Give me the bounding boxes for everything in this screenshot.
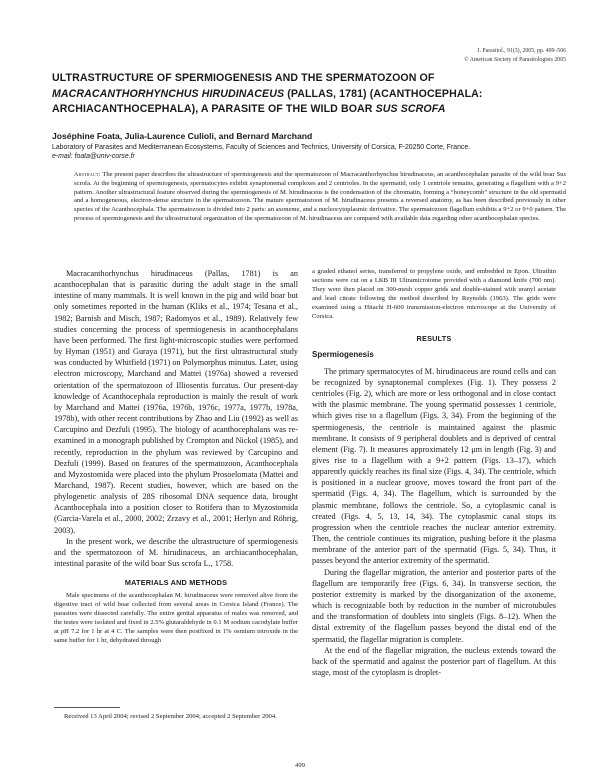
intro-paragraph-1: Macracanthorhynchus hirudinaceus (Pallas, 1781) is an acanthocephalan that is parasitic during the adult stage in the small intestine of many mammals. It is well known in the pig and wild boar but only sometimes reported in the human (Kliks et al., 1974; Tesana et al., 1982; Barnish and Misch, 1987; Radomyos et al., 1989). Relatively few studies concerning the process of spermiogenesis in acanthocephalans have been performed. The first light-microscopic studies were performed by Hyman (1951) and Guraya (1971), but the first ultrastructural study was conducted by Whitfield (1971) on Polymorphus minutus. Later, using electron microscopy, Marchand and Mattei (1976a) showed a reversed orientation of the spermatozoon of Illiosentis furcatus. Our present-day knowledge of Acanthocephala reproduction is mainly the result of work by Marchand and Mattei (1976a, 1976b, 1976c, 1977a, 1977b, 1978a, 1978b), with other recent contributions by Zhao and Liu (1992) as well as Carcupino and Dezfuli (1995). The biology of acanthocephalans was re-examined in a monograph published by Crompton and Nickol (1985), and recently, reproduction in the phylum was reviewed by Carcupino and Dezfuli (1999). Based on features of the spermatozoon, Acanthocephala and Myzostomida were placed into the phylum Prosoelomata (Mattei and Marchand, 1987). Recent studies, however, which are based on the phylogenetic analysis of 28S ribosomal DNA sequence data, brought Acanthocephala into a position closer to Rotifera than to Myzostomida (Garcia-Varela et al., 2000, 2002; Zrzavy et al., 2001; Herlyn and Röhrig, 2003).: [54, 269, 298, 535]
materials-methods-heading: MATERIALS AND METHODS: [124, 578, 228, 588]
materials-methods-continued: a graded ethanol series, transferred to propylene oxide, and embedded in Epon. Ultrathin sections were cut on a LKB III Ultramicrotome provided with a diamond knife (700 nm). They were then placed on 300-mesh copper grids and double-stained with uranyl acetate and lead citrate following the method described by Reynolds (1963). The grids were examined using a Hitachi H-600 transmission-electron microscope at the University of Corsica.: [312, 268, 556, 320]
materials-methods-text: Male specimens of the acanthocephalan M. hirudinaceus were removed alive from the digestive tract of wild boar collected from several areas in Corsica Island (France). The parasites were dissected carefully. The entire genital apparatus of males was removed, and the testes were isolated and fixed in 2.5% glutaraldehyde in 0.1 M sodium cacodylate buffer at pH 7.2 for 1 hr at 4 C. The samples were then postfixed in 1% osmium tetroxide in the same buffer for 1 hr, dehydrated through: [54, 592, 298, 644]
page-number: 499: [295, 762, 305, 769]
results-heading: RESULTS: [416, 334, 452, 344]
citation-line: J. Parasitol., 91(3), 2005, pp. 499–506: [477, 48, 566, 54]
journal-citation: [464, 47, 566, 64]
abstract: [74, 171, 566, 224]
article-title: ULTRASTRUCTURE OF SPERMIOGENESIS AND THE SPERMATOZOON OF MACRACANTHORHYNCHUS HIRUDINACEUS (PALLAS, 1781) (ACANTHOCEPHALA: ARCHIACANTHOCEPHALA), A PARASITE OF THE WILD BOAR SUS SCROFA: [52, 72, 483, 116]
contact-email: e-mail: foata@univ-corse.fr: [52, 153, 135, 161]
author-list: Joséphine Foata, Julia-Laurence Culioli, and Bernard Marchand: [52, 131, 313, 141]
intro-paragraph-2: In the present work, we describe the ultrastructure of spermiogenesis and the spermatozoon of M. hirudinaceus, an archiacanthocephalan, intestinal parasite of the wild boar Sus scrofa L., 1758.: [54, 536, 298, 569]
copyright-line: © American Society of Parasitologists 2005: [464, 56, 566, 63]
abstract-label: Abstract:: [74, 172, 101, 178]
spermiogenesis-heading: Spermiogenesis: [312, 349, 374, 359]
left-column: [54, 268, 298, 646]
footnote-divider: [54, 707, 120, 708]
results-paragraph-2: During the flagellar migration, the anterior and posterior parts of the flagellum are temporarily free (Figs. 6, 34). In transverse section, the posterior extremity is marked by the disorganization of the axoneme, which is recognizable both by reduction in the number of microtubules and the transformation of doublets into singlets (Figs. 8–12). When the distal extremity of the flagellum passes beyond the distal end of the spermatid, the flagellar migration is complete.: [312, 567, 556, 644]
right-column: [312, 268, 556, 678]
received-footnote: Received 13 April 2004; revised 2 September 2004; accepted 2 September 2004.: [64, 713, 277, 720]
results-paragraph-3: At the end of the flagellar migration, the nucleus extends toward the back of the spermatid and against the posterior part of flagellum. At this stage, most of the cytoplasm is droplet-: [312, 645, 556, 677]
results-paragraph-1: The primary spermatocytes of M. hirudinaceus are round cells and can be recognized by synaptonemal complexes (Fig. 1). They possess 2 centrioles (Fig. 2), which are more or less orthogonal and in close contact with the plasmic membrane. The young spermatid possesses 1 centriole, which gives rise to a flagellum (Figs. 3, 34). From the beginning of the spermiogenesis, the centriole is maintained against the plasmic membrane. It consists of 9 peripheral doublets and is deprived of central element (Fig. 7). It measures approximately 12 μm in length (Fig. 3) and gives rise to a flagellum with a 9+2 pattern (Figs. 13–17), which apparently quickly reaches its final size (Figs. 4, 34). The centriole, which is positioned in a nuclear groove, moves toward the front part of the spermatid (Figs. 4, 34). The flagellum, which is surrounded by the plasmic membrane, follows the centriole. So, a cytoplasmic canal is created (Figs. 4, 5, 13, 14, 34). The cytoplasmic canal stops its progression when the centriole reaches the nuclear anterior extremity. Then, the centriole continues its migration, pushing before it the plasma membrane of the anterior part of the spermatid (Figs. 5, 34). Thus, it passes beyond the anterior extremity of the spermatid.: [312, 366, 556, 566]
affiliation: Laboratory of Parasites and Mediterranean Ecosystems, Faculty of Sciences and Technics, University of Corsica, F-20250 Corte, France. e-mail: foata@univ-corse.fr: [52, 143, 562, 161]
abstract-text: The present paper describes the ultrastructure of spermiogenesis and the spermatozoon of Macracanthorhynchus hirudinaceus, an acanthocephalan parasite of the wild boar Sus scrofa. At the beginning of spermiogenesis, spermatocytes exhibit synaptonemal complexes and 2 centrioles. In the spermatid, only 1 centriole remains, generating a flagellum with a 9+2 pattern. Another ultrastructural feature observed during the spermiogenesis of M. hirudinaceus is the condensation of the chromatin, forming a “honeycomb” structure in the old spermatid and a homogeneous, electron-dense structure in the spermatozoon. The mature spermatozoon of M. hirudinaceus presents a reversed anatomy, as has been described previously in other species of the Acanthocephala. The spermatozoon is divided into 2 parts: an axoneme, and a nucleocytoplasmic derivative. The spermatozoon flagellum exhibits a 9+2 or 9+0 pattern. The process of spermiogenesis and the ultrastructural organization of the spermatozoon of M. hirudinaceus are compared with available data regarding other acanthocephalan species.: [74, 171, 566, 222]
